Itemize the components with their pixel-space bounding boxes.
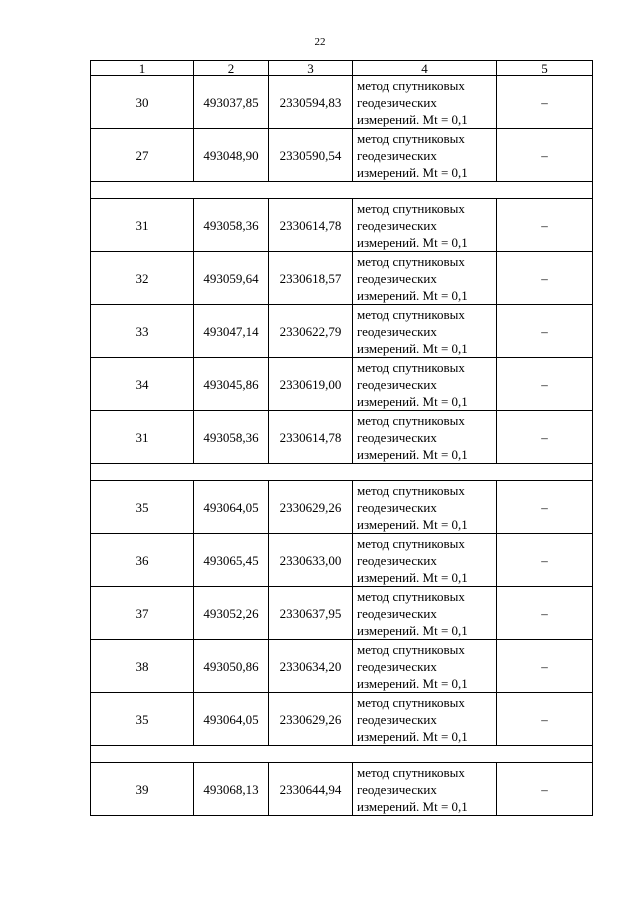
accuracy-dash-cell: –: [497, 252, 593, 305]
method-text-line: измерений. Mt = 0,1: [357, 728, 468, 744]
x-coordinate-cell: 493037,85: [194, 76, 269, 129]
x-coordinate-cell: 493050,86: [194, 640, 269, 693]
point-number-cell: 31: [91, 411, 194, 464]
table-row: [91, 411, 593, 464]
table-row: [91, 693, 593, 746]
method-text-line: геодезических: [357, 499, 437, 515]
method-cell: [353, 76, 497, 129]
method-text-line: метод спутниковых: [357, 253, 465, 269]
column-header: 4: [353, 61, 497, 76]
x-coordinate-cell: 493064,05: [194, 481, 269, 534]
accuracy-dash-cell: –: [497, 763, 593, 816]
method-text-line: измерений. Mt = 0,1: [357, 622, 468, 638]
point-number-cell: 30: [91, 76, 194, 129]
table-row: [91, 129, 593, 182]
table-row: [91, 358, 593, 411]
method-text-line: метод спутниковых: [357, 306, 465, 322]
x-coordinate-cell: 493059,64: [194, 252, 269, 305]
method-text-line: измерений. Mt = 0,1: [357, 516, 468, 532]
accuracy-dash-cell: –: [497, 411, 593, 464]
accuracy-dash-cell: –: [497, 640, 593, 693]
method-cell: [353, 411, 497, 464]
method-text-line: измерений. Mt = 0,1: [357, 234, 468, 250]
coordinates-table-container: [90, 60, 592, 816]
point-number-cell: 39: [91, 763, 194, 816]
y-coordinate-cell: 2330590,54: [269, 129, 353, 182]
separator-cell: [91, 464, 593, 481]
table-row: [91, 763, 593, 816]
column-header: 2: [194, 61, 269, 76]
point-number-cell: 37: [91, 587, 194, 640]
method-text-line: измерений. Mt = 0,1: [357, 569, 468, 585]
x-coordinate-cell: 493068,13: [194, 763, 269, 816]
x-coordinate-cell: 493045,86: [194, 358, 269, 411]
column-header: 1: [91, 61, 194, 76]
y-coordinate-cell: 2330644,94: [269, 763, 353, 816]
method-text-line: измерений. Mt = 0,1: [357, 446, 468, 462]
table-row: [91, 534, 593, 587]
accuracy-dash-cell: –: [497, 534, 593, 587]
y-coordinate-cell: 2330614,78: [269, 411, 353, 464]
method-text-line: измерений. Mt = 0,1: [357, 111, 468, 127]
column-header: 5: [497, 61, 593, 76]
method-text-line: геодезических: [357, 323, 437, 339]
method-text-line: метод спутниковых: [357, 200, 465, 216]
table-row: [91, 481, 593, 534]
method-cell: [353, 305, 497, 358]
method-text-line: метод спутниковых: [357, 482, 465, 498]
x-coordinate-cell: 493048,90: [194, 129, 269, 182]
separator-row: [91, 182, 593, 199]
table-row: [91, 587, 593, 640]
table-row: [91, 305, 593, 358]
x-coordinate-cell: 493052,26: [194, 587, 269, 640]
point-number-cell: 33: [91, 305, 194, 358]
method-text-line: метод спутниковых: [357, 588, 465, 604]
method-cell: [353, 252, 497, 305]
point-number-cell: 31: [91, 199, 194, 252]
y-coordinate-cell: 2330629,26: [269, 693, 353, 746]
point-number-cell: 27: [91, 129, 194, 182]
method-text-line: геодезических: [357, 94, 437, 110]
method-text-line: метод спутниковых: [357, 641, 465, 657]
table-header-row: [91, 61, 593, 76]
method-cell: [353, 640, 497, 693]
point-number-cell: 36: [91, 534, 194, 587]
method-text-line: геодезических: [357, 429, 437, 445]
accuracy-dash-cell: –: [497, 358, 593, 411]
method-text-line: измерений. Mt = 0,1: [357, 675, 468, 691]
page-number: 22: [314, 36, 326, 48]
separator-row: [91, 746, 593, 763]
table-row: [91, 252, 593, 305]
method-text-line: геодезических: [357, 711, 437, 727]
column-header: 3: [269, 61, 353, 76]
method-text-line: измерений. Mt = 0,1: [357, 287, 468, 303]
method-cell: [353, 358, 497, 411]
y-coordinate-cell: 2330614,78: [269, 199, 353, 252]
table-row: [91, 76, 593, 129]
method-cell: [353, 587, 497, 640]
accuracy-dash-cell: –: [497, 693, 593, 746]
accuracy-dash-cell: –: [497, 129, 593, 182]
y-coordinate-cell: 2330629,26: [269, 481, 353, 534]
method-text-line: геодезических: [357, 781, 437, 797]
method-text-line: геодезических: [357, 605, 437, 621]
method-text-line: метод спутниковых: [357, 130, 465, 146]
y-coordinate-cell: 2330634,20: [269, 640, 353, 693]
method-text-line: геодезических: [357, 217, 437, 233]
y-coordinate-cell: 2330622,79: [269, 305, 353, 358]
point-number-cell: 38: [91, 640, 194, 693]
method-cell: [353, 129, 497, 182]
method-text-line: метод спутниковых: [357, 694, 465, 710]
method-text-line: метод спутниковых: [357, 535, 465, 551]
accuracy-dash-cell: –: [497, 199, 593, 252]
accuracy-dash-cell: –: [497, 481, 593, 534]
method-cell: [353, 763, 497, 816]
method-cell: [353, 693, 497, 746]
method-text-line: геодезических: [357, 147, 437, 163]
table-row: [91, 640, 593, 693]
coordinates-table: [90, 60, 593, 816]
point-number-cell: 35: [91, 693, 194, 746]
method-text-line: метод спутниковых: [357, 764, 465, 780]
method-text-line: метод спутниковых: [357, 359, 465, 375]
method-text-line: измерений. Mt = 0,1: [357, 340, 468, 356]
method-text-line: геодезических: [357, 552, 437, 568]
x-coordinate-cell: 493058,36: [194, 411, 269, 464]
y-coordinate-cell: 2330594,83: [269, 76, 353, 129]
accuracy-dash-cell: –: [497, 305, 593, 358]
table-row: [91, 199, 593, 252]
point-number-cell: 34: [91, 358, 194, 411]
x-coordinate-cell: 493065,45: [194, 534, 269, 587]
method-text-line: геодезических: [357, 270, 437, 286]
method-cell: [353, 534, 497, 587]
method-text-line: геодезических: [357, 376, 437, 392]
separator-cell: [91, 746, 593, 763]
method-text-line: метод спутниковых: [357, 412, 465, 428]
y-coordinate-cell: 2330618,57: [269, 252, 353, 305]
point-number-cell: 32: [91, 252, 194, 305]
method-text-line: геодезических: [357, 658, 437, 674]
y-coordinate-cell: 2330637,95: [269, 587, 353, 640]
x-coordinate-cell: 493064,05: [194, 693, 269, 746]
separator-cell: [91, 182, 593, 199]
method-cell: [353, 199, 497, 252]
y-coordinate-cell: 2330619,00: [269, 358, 353, 411]
separator-row: [91, 464, 593, 481]
method-text-line: измерений. Mt = 0,1: [357, 393, 468, 409]
method-text-line: измерений. Mt = 0,1: [357, 798, 468, 814]
accuracy-dash-cell: –: [497, 76, 593, 129]
x-coordinate-cell: 493058,36: [194, 199, 269, 252]
point-number-cell: 35: [91, 481, 194, 534]
method-cell: [353, 481, 497, 534]
method-text-line: метод спутниковых: [357, 77, 465, 93]
accuracy-dash-cell: –: [497, 587, 593, 640]
y-coordinate-cell: 2330633,00: [269, 534, 353, 587]
method-text-line: измерений. Mt = 0,1: [357, 164, 468, 180]
x-coordinate-cell: 493047,14: [194, 305, 269, 358]
